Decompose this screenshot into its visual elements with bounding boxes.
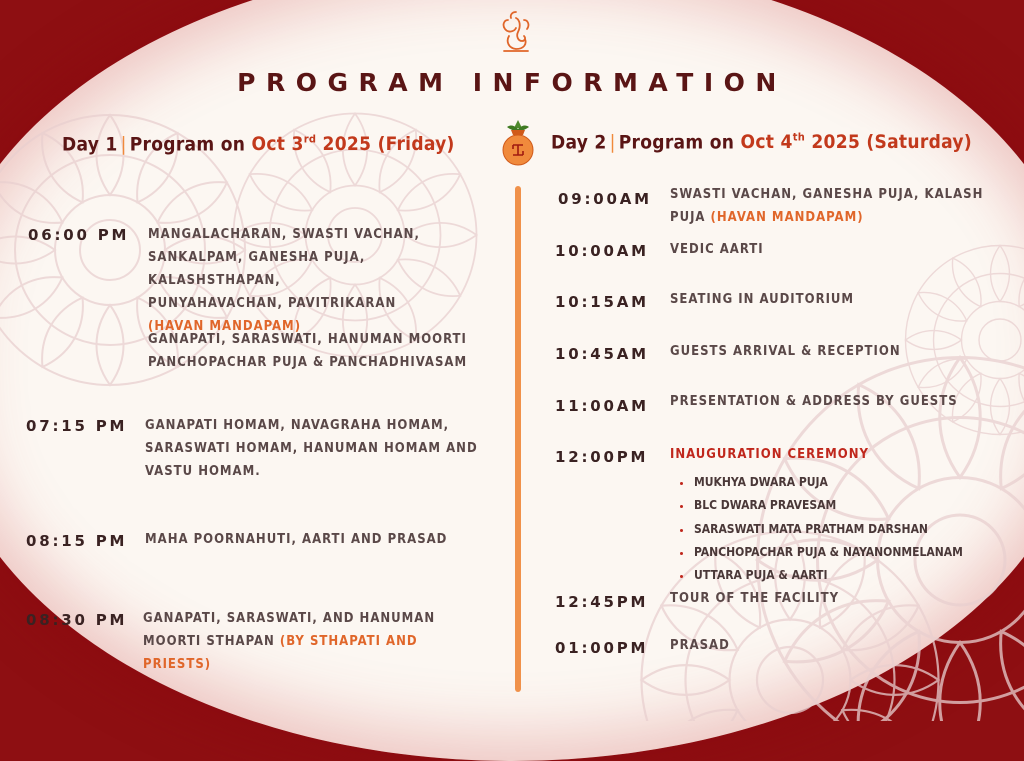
day1-time-1: 06:00 PM [28,226,130,244]
ganesha-icon [494,8,538,54]
day2-prefix: Program on [618,131,735,154]
day2-desc-2 [670,238,990,261]
day1-desc-1-highlight: (HAVAN MANDAPAM) [148,319,302,334]
day2-desc-1-line-2: PUJA [670,210,706,225]
day2-desc-5-line-1: PRESENTATION & ADDRESS BY GUESTS [670,394,958,409]
day1-date [252,133,455,155]
day1-desc-2-line-1: GANAPATI, SARASWATI, HANUMAN MOORTI [148,332,467,347]
day2-desc-4-line-1: GUESTS ARRIVAL & RECEPTION [670,344,901,359]
day2-date [741,131,972,153]
day2-time-6: 12:00PM [555,448,649,466]
kalash-icon [499,118,537,168]
day2-desc-1-highlight: (HAVAN MANDAPAM) [710,210,864,225]
day1-prefix: Program on [129,133,246,156]
day1-desc-3 [145,414,485,483]
day2-desc-7-line-1: TOUR OF THE FACILITY [670,591,840,606]
day2-label: Day 2 [551,131,607,154]
day2-separator: | [609,131,616,154]
day1-desc-2 [148,328,488,374]
day1-desc-3-line-3: VASTU HOMAM. [145,464,261,479]
day2-time-7: 12:45PM [555,593,649,611]
list-item: • SARASWATI MATA PRATHAM DARSHAN [692,518,963,541]
list-item: • BLC DWARA PRAVESAM [692,494,963,517]
day1-time-3: 07:15 PM [26,417,128,435]
day2-desc-7 [670,587,990,610]
day1-desc-1-line-1: MANGALACHARAN, SWASTI VACHAN, [148,227,420,242]
day1-desc-1-line-3: PUNYAHAVACHAN, PAVITRIKARAN [148,296,397,311]
day1-time-4: 08:15 PM [26,532,128,550]
day1-heading [62,133,455,155]
day1-desc-5-line-1: GANAPATI, SARASWATI, AND HANUMAN [143,611,436,626]
day1-date-suffix: rd [303,133,317,146]
day2-desc-6-line-1: INAUGURATION CEREMONY [670,447,869,462]
day2-desc-3-line-1: SEATING IN AUDITORIUM [670,292,855,307]
list-item: • UTTARA PUJA & AARTI [692,564,963,587]
day2-time-1: 09:00AM [558,190,652,208]
day2-date-year: 2025 (Saturday) [811,131,972,154]
day2-heading [551,131,972,153]
list-item: • PANCHOPACHAR PUJA & NAYANONMELANAM [692,541,963,564]
day2-desc-8 [670,634,990,657]
ceremony-subitems [676,471,963,587]
day2-time-2: 10:00AM [555,242,649,260]
day2-date-main: Oct 4 [740,131,793,154]
timeline-divider [515,186,521,692]
day1-separator: | [120,133,127,156]
day1-desc-5-line-2: MOORTI STHAPAN [143,634,275,649]
day1-label: Day 1 [62,133,118,156]
day2-desc-5 [670,390,990,413]
day2-desc-4 [670,340,990,363]
day2-desc-1 [670,183,990,229]
day1-date-year: 2025 (Friday) [322,133,455,156]
day1-desc-2-line-2: PANCHOPACHAR PUJA & PANCHADHIVASAM [148,355,468,370]
day1-time-5: 08:30 PM [26,611,128,629]
day2-desc-2-line-1: VEDIC AARTI [670,242,764,257]
day1-desc-5 [143,607,458,676]
day2-time-3: 10:15AM [555,293,649,311]
day2-date-suffix: th [792,131,806,144]
day2-time-4: 10:45AM [555,345,649,363]
day1-desc-5-highlight: (BY STHAPATI AND PRIESTS) [143,634,418,672]
day2-time-5: 11:00AM [555,397,649,415]
day1-date-main: Oct 3 [251,133,304,156]
day1-desc-1 [148,223,488,338]
day2-desc-8-line-1: PRASAD [670,638,730,653]
day1-desc-3-line-1: GANAPATI HOMAM, NAVAGRAHA HOMAM, [145,418,450,433]
day1-desc-1-line-2: SANKALPAM, GANESHA PUJA, KALASHSTHAPAN, [148,250,366,288]
day2-time-8: 01:00PM [555,639,649,657]
day2-desc-3 [670,288,990,311]
day1-desc-4 [145,528,485,551]
day2-desc-6 [670,443,990,466]
day1-desc-4-line-1: MAHA POORNAHUTI, AARTI AND PRASAD [145,532,448,547]
list-item: • MUKHYA DWARA PUJA [692,471,963,494]
page-title: PROGRAM INFORMATION [237,68,787,97]
day1-desc-3-line-2: SARASWATI HOMAM, HANUMAN HOMAM AND [145,441,478,456]
day2-desc-1-line-1: SWASTI VACHAN, GANESHA PUJA, KALASH [670,187,984,202]
